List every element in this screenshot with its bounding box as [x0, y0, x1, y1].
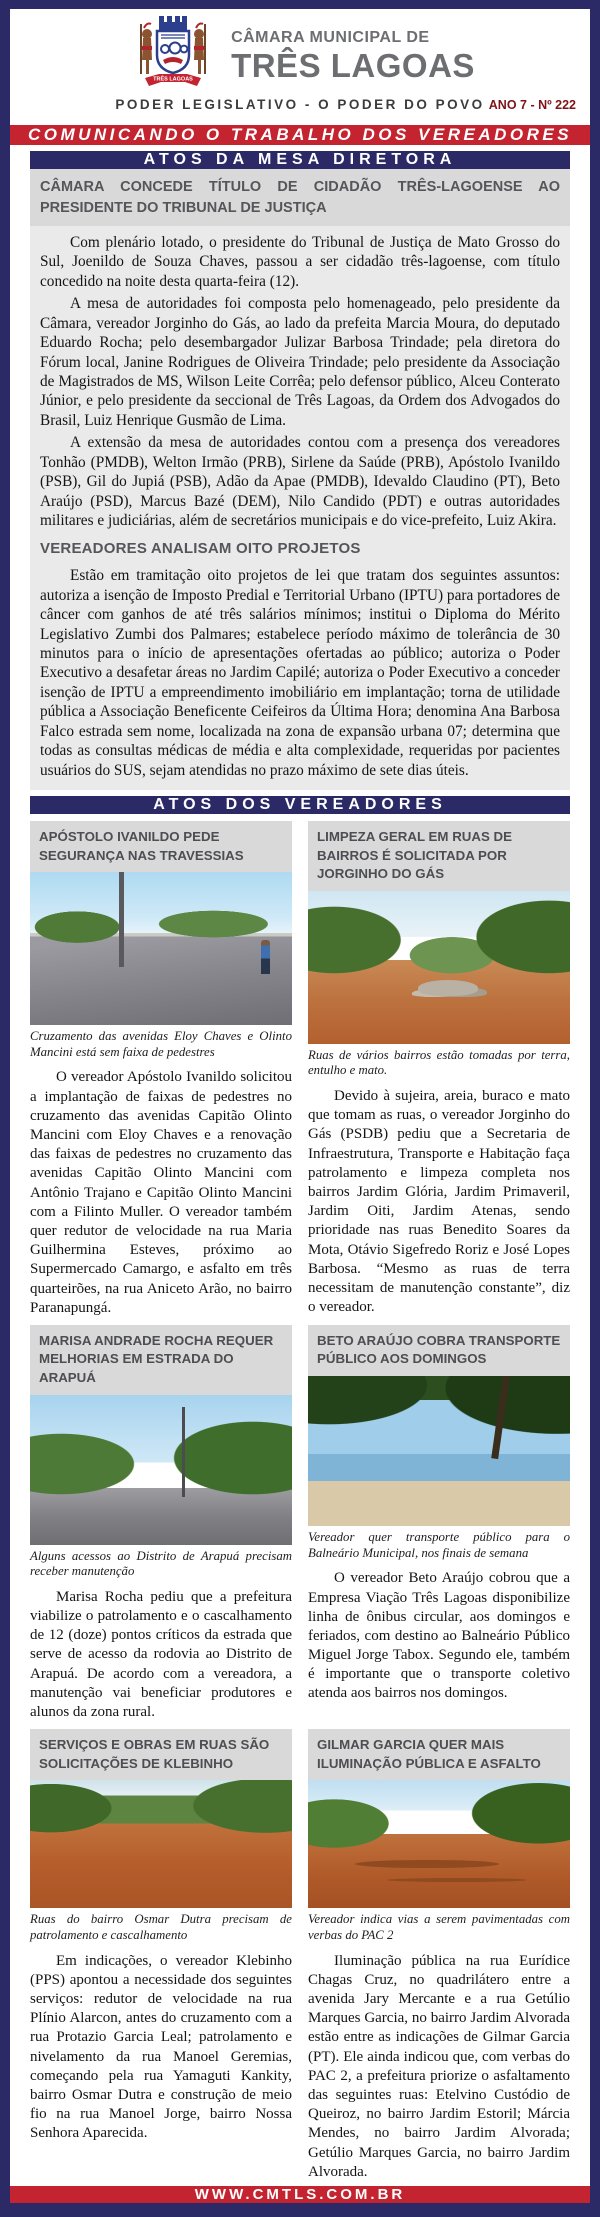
article-photo-dirt-street [308, 891, 570, 1044]
mesa-article-title: CÂMARA CONCEDE TÍTULO DE CIDADÃO TRÊS-LAGOENSE AO PRESIDENTE DO TRIBUNAL DE JUSTIÇA [30, 169, 570, 226]
camara-crest-logo [125, 16, 221, 96]
newsletter-inner [10, 9, 590, 2203]
article-card-beto-araujo [308, 1325, 570, 1722]
photo-caption: Vereador quer transporte público para o Balneário Municipal, nos finais de semana [308, 1530, 570, 1560]
section-banner-mesa: ATOS DA MESA DIRETORA [30, 151, 570, 169]
mesa-subsection-title: VEREADORES ANALISAM OITO PROJETOS [40, 540, 361, 558]
article-body: Marisa Rocha pediu que a prefeitura viabilize o patrolamento e o cascalhamento de 12 (doze) pontos críticos da estrada que serve de acesso da rodovia ao Distrito de Arapuá. De acordo com a vereadora, a manutenção vai beneficiar produtores e alunos da zona rural. [30, 1588, 292, 1721]
mesa-paragraph: A mesa de autoridades foi composta pelo homenageado, pelo presidente da Câmara, vereador Jorginho do Gás, ao lado da prefeita Marcia Moura, do deputado Eduardo Rocha; pelo desembargador Julizar Barbosa Trindade; pela diretora do Fórum local, Janine Rodrigues de Oliveira Trindade; pelo presidente da Associação de Magistrados de MS, Wilson Leite Corrêa; pelo defensor público, Alceu Conterato Júnior, e pelo presidente da seccional de Três Lagoas, da Ordem dos Advogados do Brasil, Luiz Henrique Gusmão de Lima. [40, 295, 560, 429]
article-photo-street-crossing [30, 872, 292, 1025]
photo-caption: Ruas de vários bairros estão tomadas por terra, entulho e mato. [308, 1047, 570, 1078]
article-photo-balneario [308, 1376, 570, 1526]
articles-row-1 [10, 821, 590, 1318]
article-body: O vereador Apóstolo Ivanildo solicitou a implantação de faixas de pedestres no cruzamento das avenidas Capitão Olinto Mancini com Eloy Chaves e a renovação das faixas de pedestres no cruzamento das avenidas Capitão Olinto Mancini com Antônio Trajano e Capitão Olinto Mancini com a Filinto Muller. O vereador também quer redutor de velocidade na rua Maria Guilhermina Esteves, próximo ao Supermercado Camargo, e asfalto em três quarteirões, na rua Aniceto Arão, no bairro Paranapungá. [30, 1069, 292, 1316]
section-banner-vereadores: ATOS DOS VEREADORES [30, 796, 570, 814]
right-figure [194, 24, 205, 75]
mesa-article-body [30, 226, 570, 530]
article-headline: APÓSTOLO IVANILDO PEDE SEGURANÇA NAS TRAVESSIAS [30, 821, 292, 872]
articles-row-2 [10, 1325, 590, 1722]
article-card-apostolo-ivanildo [30, 821, 292, 1318]
article-headline: MARISA ANDRADE ROCHA REQUER MELHORIAS EM ESTRADA DO ARAPUÁ [30, 1325, 292, 1395]
org-name-line2: TRÊS LAGOAS [231, 47, 475, 84]
tagline: PODER LEGISLATIVO - O PODER DO POVO [115, 97, 485, 112]
article-headline: LIMPEZA GERAL EM RUAS DE BAIRROS É SOLICITADA POR JORGINHO DO GÁS [308, 821, 570, 891]
brand-block [10, 17, 590, 95]
article-headline: GILMAR GARCIA QUER MAIS ILUMINAÇÃO PÚBLICA E ASFALTO [308, 1729, 570, 1780]
article-card-marisa-rocha [30, 1325, 292, 1722]
footer-bar [10, 2186, 590, 2203]
mesa-paragraph: Estão em tramitação oito projetos de lei que tratam dos seguintes assuntos: autoriza a isenção de Imposto Predial e Territorial Urbano (IPTU) para portadores de câncer com ganhos de até três salários mínimos; institui o Diploma do Mérito Legislativo Zumbi dos Palmares; estabelece período máximo de tolerância de 30 minutos para o início de apresentações ofertadas ao público; autoriza o Poder Executivo a desafetar áreas no Jardim Capilé; autoriza o Poder Executivo a conceder isenção de IPTU a empreendimento imobiliário em implantação; torna de utilidade pública a Associação Beneficente Ceifeiros da Última Hora; denomina Ana Barbosa Falco estrada sem nome, localizada na zona de expansão urbana 07; determina que todas as consultas médicas de média e alta complexidade, requeridas por pacientes usuários do SUS, sejam atendidas no prazo máximo de sete dias úteis. [40, 567, 560, 779]
footer-url[interactable]: WWW.CMTLS.COM.BR [194, 2186, 406, 2203]
photo-caption: Vereador indica vias a serem pavimentadas com verbas do PAC 2 [308, 1912, 570, 1943]
mesa-projects-body [30, 559, 570, 780]
article-photo-osmar-dutra-road [30, 1780, 292, 1908]
articles-row-3 [10, 1729, 590, 2182]
left-figure [141, 24, 152, 75]
svg-text:TRÊS LAGOAS: TRÊS LAGOAS [153, 76, 193, 83]
org-name-line1: CÂMARA MUNICIPAL DE [231, 29, 430, 46]
article-card-jorginho-do-gas [308, 821, 570, 1318]
photo-caption: Cruzamento das avenidas Eloy Chaves e Olinto Mancini está sem faixa de pedestres [30, 1029, 292, 1059]
mural-crown [159, 16, 187, 30]
article-card-gilmar-garcia [308, 1729, 570, 2182]
mesa-paragraph: A extensão da mesa de autoridades contou com a presença dos vereadores Tonhão (PMDB), Welton Irmão (PRB), Sirlene da Saúde (PRB), Apóstolo Ivanildo (PSB), Gil do Jupiá (PSB), Adão da Apae (PMDB), Idevaldo Claudino (PT), Beto Araújo (PSD), Marcus Bazé (DEM), Nilo Candido (PDT) e outras autoridades militares e judiciárias, além de secretários municipais e do vice-prefeito, Luiz Akira. [40, 434, 560, 529]
edition-number: ANO 7 - Nº 222 [488, 98, 576, 112]
article-card-klebinho [30, 1729, 292, 2182]
mesa-panel [30, 169, 570, 790]
masthead [10, 9, 590, 123]
article-body: Devido à sujeira, areia, buraco e mato que tomam as ruas, o vereador Jorginho do Gás (PSDB) pediu que a Secretaria de Infraestrutura, Transporte e Habitação faça patrolamento e limpeza completa nos bairros Jardim Glória, Jardim Primaveril, Jardim Oiti, Jardim Atenas, sendo prioridade nas ruas Benedito Soares da Mota, Otávio Sigefredo Roriz e José Lopes Barbosa. “Mesmo as ruas de terra necessitam de manutenção constante”, diz o vereador. [308, 1088, 570, 1316]
main-banner: COMUNICANDO O TRABALHO DOS VEREADORES [10, 125, 590, 145]
article-photo-arapua-road [30, 1395, 292, 1545]
photo-caption: Ruas do bairro Osmar Dutra precisam de patrolamento e cascalhamento [30, 1912, 292, 1943]
mesa-paragraph: Com plenário lotado, o presidente do Tribunal de Justiça de Mato Grosso do Sul, Joenildo de Souza Chaves, passou a ser cidadão três-lagoense, com título concedido na noite desta quarta-feira (12). [40, 234, 560, 290]
article-body: O vereador Beto Araújo cobrou que a Empresa Viação Três Lagoas disponibilize linha de ônibus circular, aos domingos e feriados, com destino ao Balneário Público Miguel Jorge Tabox. Segundo ele, também é importante que o transporte coletivo atenda aos bairros nos domingos. [308, 1570, 570, 1702]
article-headline: BETO ARAÚJO COBRA TRANSPORTE PÚBLICO AOS DOMINGOS [308, 1325, 570, 1376]
article-photo-pac2-road [308, 1780, 570, 1908]
tagline-row [10, 97, 590, 123]
shield [157, 31, 189, 73]
article-body: Iluminação pública na rua Eurídice Chagas Cruz, no quadrilátero entre a avenida Jary Mercante e a rua Getúlio Marques Garcia, no bairro Jardim Alvorada estão entre as indicações de Gilmar Garcia (PT). Ele ainda indicou que, com verbas do PAC 2, a prefeitura priorize o asfaltamento das seguintes ruas: Etelvino Custódio de Queiroz, no bairro Jardim Estoril; Márcia Mendes, no bairro Jardim Alvorada; Getúlio Marques Garcia, no bairro Jardim Alvorada. [308, 1952, 570, 2180]
article-body: Em indicações, o vereador Klebinho (PPS) apontou a necessidade dos seguintes serviços: redutor de velocidade na rua Plínio Alarcon, antes do cruzamento com a rua Protazio Garcia Leal; patrolamento e nivelamento da rua Manoel Geremias, começando pela rua Yamaguti Kankity, bairro Osmar Dutra e construção de meio fio na rua Manoel Jorge, bairro Nossa Senhora Aparecida. [30, 1952, 292, 2142]
article-headline: SERVIÇOS E OBRAS EM RUAS SÃO SOLICITAÇÕES DE KLEBINHO [30, 1729, 292, 1780]
ribbon [145, 74, 201, 86]
photo-caption: Alguns acessos ao Distrito de Arapuá precisam receber manutenção [30, 1548, 292, 1579]
org-name [231, 30, 475, 82]
